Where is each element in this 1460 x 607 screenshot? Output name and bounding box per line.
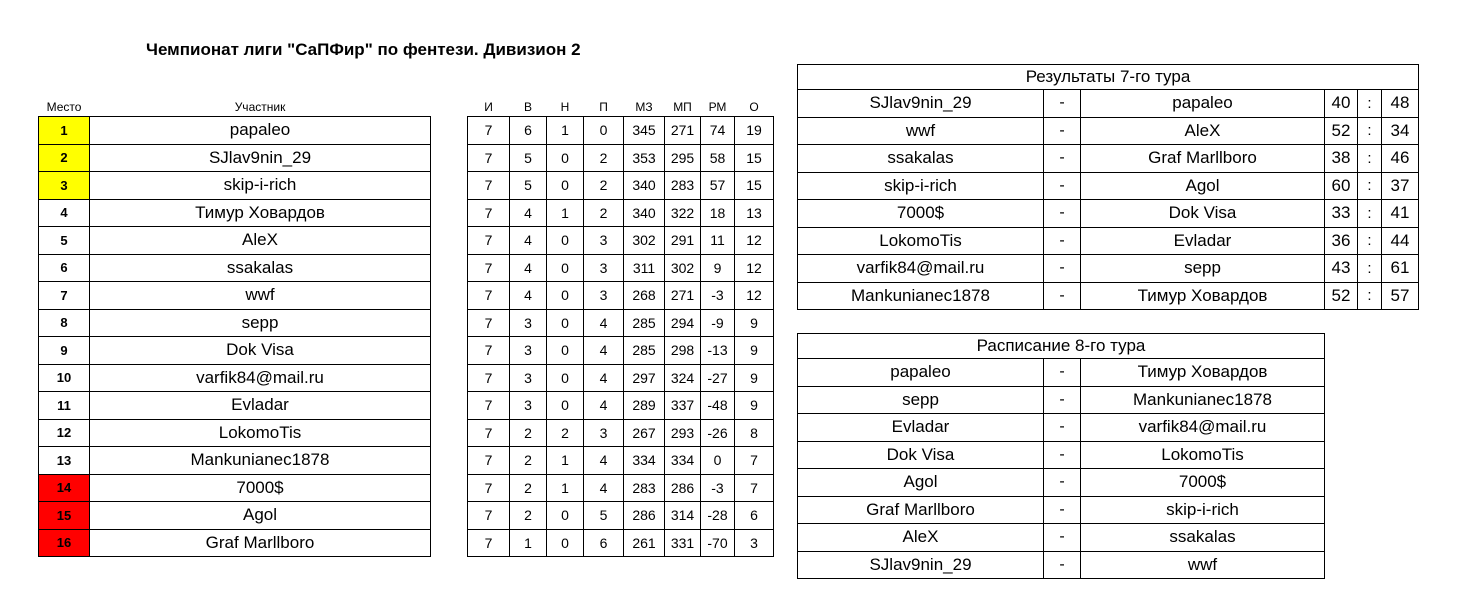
goals-against-cell: 295 bbox=[665, 144, 701, 172]
games-cell: 7 bbox=[468, 474, 510, 502]
losses-cell: 3 bbox=[584, 227, 624, 255]
home-team: Agol bbox=[798, 469, 1044, 497]
points-cell: 15 bbox=[735, 172, 774, 200]
standings-row bbox=[39, 199, 774, 227]
points-cell: 9 bbox=[735, 309, 774, 337]
goals-against-cell: 324 bbox=[665, 364, 701, 392]
draws-cell: 0 bbox=[547, 364, 584, 392]
goals-for-cell: 285 bbox=[624, 337, 665, 365]
points-cell: 15 bbox=[735, 144, 774, 172]
games-cell: 7 bbox=[468, 117, 510, 145]
wins-cell: 3 bbox=[510, 309, 547, 337]
away-score: 57 bbox=[1382, 282, 1419, 310]
header-draws: Н bbox=[560, 100, 570, 114]
points-cell: 13 bbox=[735, 199, 774, 227]
header-participant: Участник bbox=[234, 100, 286, 114]
games-cell: 7 bbox=[468, 172, 510, 200]
games-cell: 7 bbox=[468, 254, 510, 282]
versus-dash: - bbox=[1044, 282, 1081, 310]
games-cell: 7 bbox=[468, 199, 510, 227]
place-cell: 5 bbox=[39, 227, 90, 255]
goal-diff-cell: -70 bbox=[701, 529, 735, 557]
standings-header-row bbox=[39, 92, 774, 117]
games-cell: 7 bbox=[468, 337, 510, 365]
games-cell: 7 bbox=[468, 282, 510, 310]
home-score: 40 bbox=[1325, 90, 1358, 118]
wins-cell: 4 bbox=[510, 227, 547, 255]
standings-row bbox=[39, 282, 774, 310]
score-separator: : bbox=[1358, 145, 1382, 173]
draws-cell: 0 bbox=[547, 502, 584, 530]
standings-row bbox=[39, 392, 774, 420]
away-team: Agol bbox=[1081, 172, 1325, 200]
goals-against-cell: 322 bbox=[665, 199, 701, 227]
draws-cell: 0 bbox=[547, 254, 584, 282]
goal-diff-cell: -3 bbox=[701, 282, 735, 310]
header-wins: В bbox=[523, 100, 532, 114]
header-goals-for: МЗ bbox=[635, 100, 653, 114]
standings-row bbox=[39, 144, 774, 172]
participant-name: AleX bbox=[90, 227, 431, 255]
participant-name: SJlav9nin_29 bbox=[90, 144, 431, 172]
away-score: 44 bbox=[1382, 227, 1419, 255]
goal-diff-cell: 57 bbox=[701, 172, 735, 200]
away-score: 48 bbox=[1382, 90, 1419, 118]
versus-dash: - bbox=[1044, 551, 1081, 579]
home-score: 60 bbox=[1325, 172, 1358, 200]
away-team: skip-i-rich bbox=[1081, 496, 1325, 524]
versus-dash: - bbox=[1044, 414, 1081, 442]
wins-cell: 4 bbox=[510, 254, 547, 282]
place-cell: 3 bbox=[39, 172, 90, 200]
result-row bbox=[798, 227, 1419, 255]
place-cell: 2 bbox=[39, 144, 90, 172]
goals-for-cell: 285 bbox=[624, 309, 665, 337]
points-cell: 7 bbox=[735, 447, 774, 475]
goals-for-cell: 289 bbox=[624, 392, 665, 420]
goals-against-cell: 286 bbox=[665, 474, 701, 502]
home-team: Dok Visa bbox=[798, 441, 1044, 469]
away-score: 61 bbox=[1382, 255, 1419, 283]
participant-name: ssakalas bbox=[90, 254, 431, 282]
goal-diff-cell: 9 bbox=[701, 254, 735, 282]
standings-row bbox=[39, 364, 774, 392]
standings-row bbox=[39, 447, 774, 475]
standings-row bbox=[39, 117, 774, 145]
place-cell: 9 bbox=[39, 337, 90, 365]
versus-dash: - bbox=[1044, 145, 1081, 173]
losses-cell: 6 bbox=[584, 529, 624, 557]
participant-name: Dok Visa bbox=[90, 337, 431, 365]
points-cell: 12 bbox=[735, 227, 774, 255]
standings-row bbox=[39, 529, 774, 557]
versus-dash: - bbox=[1044, 386, 1081, 414]
losses-cell: 4 bbox=[584, 474, 624, 502]
home-team: Graf Marllboro bbox=[798, 496, 1044, 524]
score-separator: : bbox=[1358, 117, 1382, 145]
wins-cell: 1 bbox=[510, 529, 547, 557]
goals-for-cell: 302 bbox=[624, 227, 665, 255]
goals-for-cell: 334 bbox=[624, 447, 665, 475]
place-cell: 4 bbox=[39, 199, 90, 227]
versus-dash: - bbox=[1044, 359, 1081, 387]
away-team: Dok Visa bbox=[1081, 200, 1325, 228]
standings-row bbox=[39, 474, 774, 502]
header-points: О bbox=[749, 100, 759, 114]
goals-for-cell: 283 bbox=[624, 474, 665, 502]
wins-cell: 4 bbox=[510, 282, 547, 310]
away-team: varfik84@mail.ru bbox=[1081, 414, 1325, 442]
goals-for-cell: 353 bbox=[624, 144, 665, 172]
schedule-row bbox=[798, 359, 1325, 387]
goal-diff-cell: -28 bbox=[701, 502, 735, 530]
place-cell: 11 bbox=[39, 392, 90, 420]
losses-cell: 5 bbox=[584, 502, 624, 530]
participant-name: papaleo bbox=[90, 117, 431, 145]
versus-dash: - bbox=[1044, 90, 1081, 118]
place-cell: 16 bbox=[39, 529, 90, 557]
home-team: SJlav9nin_29 bbox=[798, 551, 1044, 579]
goal-diff-cell: -9 bbox=[701, 309, 735, 337]
standings-row bbox=[39, 502, 774, 530]
losses-cell: 0 bbox=[584, 117, 624, 145]
goal-diff-cell: -13 bbox=[701, 337, 735, 365]
schedule-caption-row bbox=[798, 334, 1325, 359]
draws-cell: 1 bbox=[547, 199, 584, 227]
place-cell: 10 bbox=[39, 364, 90, 392]
wins-cell: 2 bbox=[510, 502, 547, 530]
participant-name: LokomoTis bbox=[90, 419, 431, 447]
participant-name: Тимур Ховардов bbox=[90, 199, 431, 227]
losses-cell: 3 bbox=[584, 254, 624, 282]
place-cell: 14 bbox=[39, 474, 90, 502]
results-caption: Результаты 7-го тура bbox=[798, 65, 1419, 90]
participant-name: sepp bbox=[90, 309, 431, 337]
wins-cell: 2 bbox=[510, 419, 547, 447]
header-losses: П bbox=[599, 100, 608, 114]
goals-for-cell: 297 bbox=[624, 364, 665, 392]
losses-cell: 4 bbox=[584, 309, 624, 337]
home-team: skip-i-rich bbox=[798, 172, 1044, 200]
goals-for-cell: 286 bbox=[624, 502, 665, 530]
losses-cell: 2 bbox=[584, 144, 624, 172]
header-goals-against: МП bbox=[673, 100, 692, 114]
result-row bbox=[798, 200, 1419, 228]
score-separator: : bbox=[1358, 90, 1382, 118]
versus-dash: - bbox=[1044, 469, 1081, 497]
away-team: AleX bbox=[1081, 117, 1325, 145]
versus-dash: - bbox=[1044, 524, 1081, 552]
wins-cell: 5 bbox=[510, 144, 547, 172]
place-cell: 15 bbox=[39, 502, 90, 530]
participant-name: Evladar bbox=[90, 392, 431, 420]
away-team: Mankunianec1878 bbox=[1081, 386, 1325, 414]
goals-against-cell: 291 bbox=[665, 227, 701, 255]
goals-against-cell: 294 bbox=[665, 309, 701, 337]
home-team: LokomoTis bbox=[798, 227, 1044, 255]
home-team: papaleo bbox=[798, 359, 1044, 387]
score-separator: : bbox=[1358, 255, 1382, 283]
away-team: sepp bbox=[1081, 255, 1325, 283]
goals-for-cell: 268 bbox=[624, 282, 665, 310]
away-team: 7000$ bbox=[1081, 469, 1325, 497]
home-team: SJlav9nin_29 bbox=[798, 90, 1044, 118]
away-score: 41 bbox=[1382, 200, 1419, 228]
home-team: Mankunianec1878 bbox=[798, 282, 1044, 310]
away-team: Graf Marllboro bbox=[1081, 145, 1325, 173]
goals-for-cell: 345 bbox=[624, 117, 665, 145]
points-cell: 12 bbox=[735, 282, 774, 310]
games-cell: 7 bbox=[468, 309, 510, 337]
goals-against-cell: 337 bbox=[665, 392, 701, 420]
draws-cell: 1 bbox=[547, 117, 584, 145]
standings-row bbox=[39, 254, 774, 282]
home-team: 7000$ bbox=[798, 200, 1044, 228]
place-cell: 6 bbox=[39, 254, 90, 282]
wins-cell: 3 bbox=[510, 337, 547, 365]
wins-cell: 4 bbox=[510, 199, 547, 227]
goals-for-cell: 340 bbox=[624, 172, 665, 200]
goal-diff-cell: 58 bbox=[701, 144, 735, 172]
schedule-table bbox=[797, 333, 1325, 579]
wins-cell: 3 bbox=[510, 364, 547, 392]
goals-against-cell: 314 bbox=[665, 502, 701, 530]
participant-name: wwf bbox=[90, 282, 431, 310]
points-cell: 3 bbox=[735, 529, 774, 557]
home-team: Evladar bbox=[798, 414, 1044, 442]
goals-against-cell: 271 bbox=[665, 282, 701, 310]
header-place: Место bbox=[46, 100, 82, 114]
games-cell: 7 bbox=[468, 529, 510, 557]
wins-cell: 5 bbox=[510, 172, 547, 200]
away-team: LokomoTis bbox=[1081, 441, 1325, 469]
away-team: ssakalas bbox=[1081, 524, 1325, 552]
results-caption-row bbox=[798, 65, 1419, 90]
versus-dash: - bbox=[1044, 255, 1081, 283]
goals-against-cell: 331 bbox=[665, 529, 701, 557]
home-team: varfik84@mail.ru bbox=[798, 255, 1044, 283]
home-team: ssakalas bbox=[798, 145, 1044, 173]
result-row bbox=[798, 282, 1419, 310]
participant-name: 7000$ bbox=[90, 474, 431, 502]
schedule-row bbox=[798, 469, 1325, 497]
versus-dash: - bbox=[1044, 117, 1081, 145]
goal-diff-cell: -3 bbox=[701, 474, 735, 502]
away-team: Evladar bbox=[1081, 227, 1325, 255]
goal-diff-cell: 18 bbox=[701, 199, 735, 227]
points-cell: 12 bbox=[735, 254, 774, 282]
schedule-row bbox=[798, 496, 1325, 524]
away-team: Тимур Ховардов bbox=[1081, 359, 1325, 387]
wins-cell: 6 bbox=[510, 117, 547, 145]
home-team: AleX bbox=[798, 524, 1044, 552]
points-cell: 9 bbox=[735, 392, 774, 420]
score-separator: : bbox=[1358, 172, 1382, 200]
goal-diff-cell: 0 bbox=[701, 447, 735, 475]
score-separator: : bbox=[1358, 282, 1382, 310]
place-cell: 13 bbox=[39, 447, 90, 475]
goals-for-cell: 340 bbox=[624, 199, 665, 227]
games-cell: 7 bbox=[468, 227, 510, 255]
place-cell: 8 bbox=[39, 309, 90, 337]
versus-dash: - bbox=[1044, 496, 1081, 524]
draws-cell: 0 bbox=[547, 144, 584, 172]
header-goal-diff: РМ bbox=[708, 100, 727, 114]
goal-diff-cell: -27 bbox=[701, 364, 735, 392]
place-cell: 7 bbox=[39, 282, 90, 310]
goals-against-cell: 334 bbox=[665, 447, 701, 475]
standings-row bbox=[39, 172, 774, 200]
score-separator: : bbox=[1358, 227, 1382, 255]
goals-for-cell: 261 bbox=[624, 529, 665, 557]
draws-cell: 0 bbox=[547, 529, 584, 557]
result-row bbox=[798, 145, 1419, 173]
home-team: wwf bbox=[798, 117, 1044, 145]
standings-table bbox=[38, 92, 774, 557]
home-score: 38 bbox=[1325, 145, 1358, 173]
results-table bbox=[797, 64, 1419, 310]
losses-cell: 3 bbox=[584, 419, 624, 447]
schedule-row bbox=[798, 441, 1325, 469]
standings-row bbox=[39, 227, 774, 255]
standings-row bbox=[39, 419, 774, 447]
games-cell: 7 bbox=[468, 392, 510, 420]
home-score: 52 bbox=[1325, 117, 1358, 145]
away-score: 34 bbox=[1382, 117, 1419, 145]
participant-name: skip-i-rich bbox=[90, 172, 431, 200]
points-cell: 6 bbox=[735, 502, 774, 530]
losses-cell: 3 bbox=[584, 282, 624, 310]
points-cell: 8 bbox=[735, 419, 774, 447]
result-row bbox=[798, 90, 1419, 118]
points-cell: 19 bbox=[735, 117, 774, 145]
away-score: 46 bbox=[1382, 145, 1419, 173]
versus-dash: - bbox=[1044, 200, 1081, 228]
away-team: papaleo bbox=[1081, 90, 1325, 118]
home-team: sepp bbox=[798, 386, 1044, 414]
draws-cell: 0 bbox=[547, 227, 584, 255]
goals-for-cell: 311 bbox=[624, 254, 665, 282]
games-cell: 7 bbox=[468, 364, 510, 392]
losses-cell: 4 bbox=[584, 392, 624, 420]
goal-diff-cell: -48 bbox=[701, 392, 735, 420]
games-cell: 7 bbox=[468, 502, 510, 530]
goals-for-cell: 267 bbox=[624, 419, 665, 447]
standings-row bbox=[39, 337, 774, 365]
wins-cell: 2 bbox=[510, 447, 547, 475]
draws-cell: 1 bbox=[547, 474, 584, 502]
schedule-caption: Расписание 8-го тура bbox=[798, 334, 1325, 359]
goals-against-cell: 293 bbox=[665, 419, 701, 447]
draws-cell: 2 bbox=[547, 419, 584, 447]
points-cell: 7 bbox=[735, 474, 774, 502]
result-row bbox=[798, 172, 1419, 200]
draws-cell: 1 bbox=[547, 447, 584, 475]
wins-cell: 2 bbox=[510, 474, 547, 502]
versus-dash: - bbox=[1044, 441, 1081, 469]
schedule-row bbox=[798, 414, 1325, 442]
goals-against-cell: 302 bbox=[665, 254, 701, 282]
goal-diff-cell: -26 bbox=[701, 419, 735, 447]
goal-diff-cell: 74 bbox=[701, 117, 735, 145]
participant-name: varfik84@mail.ru bbox=[90, 364, 431, 392]
participant-name: Graf Marllboro bbox=[90, 529, 431, 557]
wins-cell: 3 bbox=[510, 392, 547, 420]
place-cell: 12 bbox=[39, 419, 90, 447]
place-cell: 1 bbox=[39, 117, 90, 145]
home-score: 52 bbox=[1325, 282, 1358, 310]
schedule-row bbox=[798, 551, 1325, 579]
versus-dash: - bbox=[1044, 172, 1081, 200]
draws-cell: 0 bbox=[547, 282, 584, 310]
draws-cell: 0 bbox=[547, 309, 584, 337]
losses-cell: 2 bbox=[584, 172, 624, 200]
result-row bbox=[798, 117, 1419, 145]
points-cell: 9 bbox=[735, 364, 774, 392]
participant-name: Agol bbox=[90, 502, 431, 530]
draws-cell: 0 bbox=[547, 172, 584, 200]
header-games: И bbox=[484, 100, 493, 114]
result-row bbox=[798, 255, 1419, 283]
points-cell: 9 bbox=[735, 337, 774, 365]
losses-cell: 4 bbox=[584, 364, 624, 392]
away-team: wwf bbox=[1081, 551, 1325, 579]
home-score: 33 bbox=[1325, 200, 1358, 228]
losses-cell: 4 bbox=[584, 447, 624, 475]
draws-cell: 0 bbox=[547, 392, 584, 420]
schedule-row bbox=[798, 524, 1325, 552]
participant-name: Mankunianec1878 bbox=[90, 447, 431, 475]
goals-against-cell: 283 bbox=[665, 172, 701, 200]
goals-against-cell: 298 bbox=[665, 337, 701, 365]
schedule-row bbox=[798, 386, 1325, 414]
losses-cell: 4 bbox=[584, 337, 624, 365]
games-cell: 7 bbox=[468, 419, 510, 447]
away-score: 37 bbox=[1382, 172, 1419, 200]
home-score: 36 bbox=[1325, 227, 1358, 255]
score-separator: : bbox=[1358, 200, 1382, 228]
page-title: Чемпионат лиги "СаПФир" по фентези. Дивизион 2 bbox=[146, 40, 581, 59]
versus-dash: - bbox=[1044, 227, 1081, 255]
goal-diff-cell: 11 bbox=[701, 227, 735, 255]
games-cell: 7 bbox=[468, 447, 510, 475]
draws-cell: 0 bbox=[547, 337, 584, 365]
goals-against-cell: 271 bbox=[665, 117, 701, 145]
games-cell: 7 bbox=[468, 144, 510, 172]
standings-row bbox=[39, 309, 774, 337]
losses-cell: 2 bbox=[584, 199, 624, 227]
away-team: Тимур Ховардов bbox=[1081, 282, 1325, 310]
home-score: 43 bbox=[1325, 255, 1358, 283]
